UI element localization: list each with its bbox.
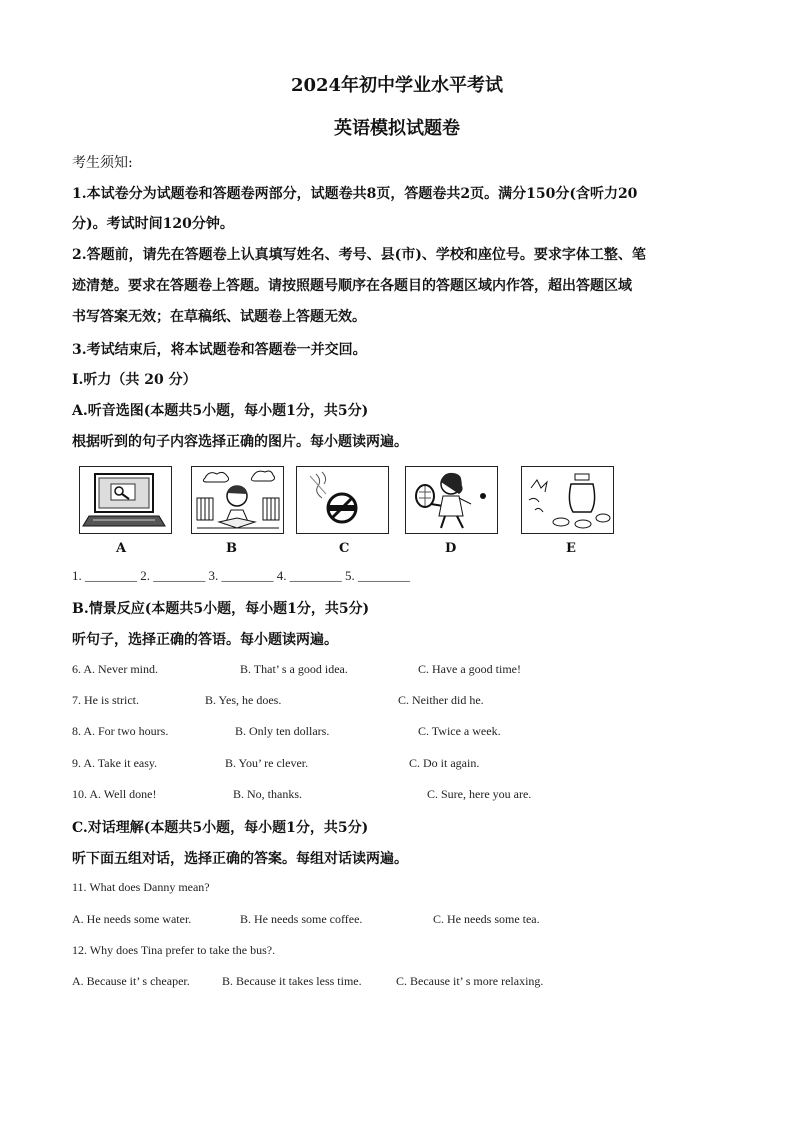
picture-d (405, 466, 498, 534)
exam-title: 2024年初中学业水平考试 (290, 75, 504, 96)
q8-option-b: B. Only ten dollars. (235, 724, 330, 738)
q11-option-c: C. He needs some tea. (433, 912, 540, 926)
q12-option-c: C. Because it’ s more relaxing. (396, 974, 544, 988)
partB-instruction: 听句子，选择正确的答语。每小题读两遍。 (72, 632, 338, 648)
q8-option-c: C. Twice a week. (418, 724, 501, 738)
q9-option-b: B. You’ re clever. (225, 756, 309, 770)
q9-option-c: C. Do it again. (409, 756, 480, 770)
q6-option-c: C. Have a good time! (418, 662, 521, 676)
picture-a (79, 466, 172, 534)
notice-item2-line1: 2.答题前，请先在答题卷上认真填写姓名、考号、县(市)、学校和座位号。要求字体工整、笔 (72, 247, 646, 263)
partC-instruction: 听下面五组对话，选择正确的答案。每组对话读两遍。 (72, 851, 408, 867)
picture-e-label: E (566, 541, 576, 556)
partA-instruction: 根据听到的句子内容选择正确的图片。每小题读两遍。 (72, 434, 408, 450)
picture-a-label: A (116, 541, 127, 556)
q10-option-c: C. Sure, here you are. (427, 787, 532, 801)
q11-question: 11. What does Danny mean? (72, 880, 210, 894)
partA-heading: A.听音选图(本题共5小题，每小题1分，共5分) (72, 403, 369, 419)
q12-option-b: B. Because it takes less time. (222, 974, 362, 988)
q6-option-a: 6. A. Never mind. (72, 662, 158, 676)
no-smoking-icon (296, 466, 389, 534)
partC-heading: C.对话理解(本题共5小题，每小题1分，共5分) (72, 820, 369, 836)
picture-d-label: D (445, 541, 457, 556)
laptop-icon (79, 466, 172, 534)
q10-option-a: 10. A. Well done! (72, 787, 157, 801)
picture-c (296, 466, 389, 534)
partB-heading: B.情景反应(本题共5小题，每小题1分，共5分) (72, 601, 370, 617)
q7-option-a: 7. He is strict. (72, 693, 139, 707)
q8-option-a: 8. A. For two hours. (72, 724, 169, 738)
picture-c-label: C (339, 541, 350, 556)
q12-option-a: A. Because it’ s cheaper. (72, 974, 190, 988)
boy-reading-icon (191, 466, 284, 534)
partA-answer-blanks: 1. ________ 2. ________ 3. ________ 4. ________ 5. ________ (72, 568, 410, 583)
q9-option-a: 9. A. Take it easy. (72, 756, 158, 770)
tea-set-icon (521, 466, 614, 534)
q7-option-b: B. Yes, he does. (205, 693, 282, 707)
picture-b-label: B (226, 541, 237, 556)
picture-e (521, 466, 614, 534)
picture-b (191, 466, 284, 534)
girl-tennis-icon (405, 466, 498, 534)
q6-option-b: B. That’ s a good idea. (240, 662, 348, 676)
q11-option-a: A. He needs some water. (72, 912, 192, 926)
notice-item2-line2: 迹清楚。要求在答题卷上答题。请按照题号顺序在各题目的答题区域内作答，超出答题区域 (72, 278, 632, 294)
notice-item1-line1: 1.本试卷分为试题卷和答题卷两部分，试题卷共8页，答题卷共2页。满分150分(含听力20 (72, 186, 638, 202)
notice-heading: 考生须知: (72, 155, 133, 171)
q11-option-b: B. He needs some coffee. (240, 912, 363, 926)
notice-item1-line2: 分)。考试时间120分钟。 (72, 216, 234, 232)
exam-subtitle: 英语模拟试题卷 (334, 118, 460, 139)
q7-option-c: C. Neither did he. (398, 693, 484, 707)
q10-option-b: B. No, thanks. (233, 787, 302, 801)
notice-item2-line3: 书写答案无效；在草稿纸、试题卷上答题无效。 (72, 309, 366, 325)
notice-item3: 3.考试结束后，将本试题卷和答题卷一并交回。 (72, 342, 367, 358)
section1-heading: Ⅰ.听力（共 20 分） (72, 372, 197, 388)
q12-question: 12. Why does Tina prefer to take the bus?. (72, 943, 276, 957)
